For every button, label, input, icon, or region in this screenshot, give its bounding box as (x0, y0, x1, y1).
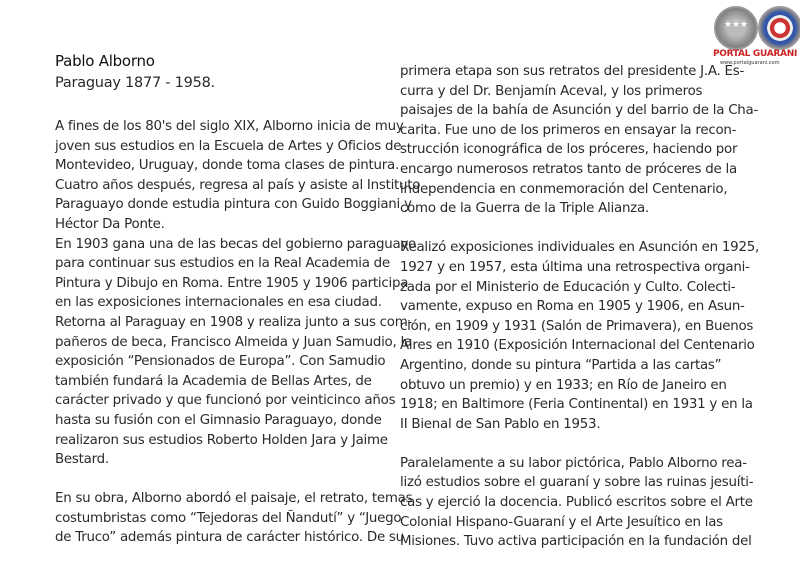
text-line: también fundará la Academia de Bellas Artes, de (55, 373, 372, 389)
artist-name: Pablo Alborno (55, 52, 155, 70)
text-line: pañeros de beca, Francisco Almeida y Juan Samudio, la (55, 334, 412, 350)
left-paragraphs (55, 117, 421, 548)
paragraph (55, 235, 417, 470)
text-line: Misiones. Tuvo activa participación en la fundación del (400, 534, 752, 550)
text-line: Realizó exposiciones individuales en Asunción en 1925, (400, 240, 759, 256)
text-line: lizó estudios sobre el guaraní y sobre las ruinas jesuíti- (400, 475, 754, 491)
portal-guarani-logo (712, 2, 798, 66)
text-line: para continuar sus estudios en la Real Academia de (55, 256, 390, 272)
text-line: vamente, expuso en Roma en 1905 y 1906, en Asun- (400, 299, 745, 315)
text-line: Pintura y Dibujo en Roma. Entre 1905 y 1906 participa (55, 275, 409, 291)
text-line: Argentino, donde su pintura “Partida a las cartas” (400, 357, 722, 373)
left-column (55, 50, 421, 548)
seal-stars-icon: ★★★ (714, 6, 758, 50)
text-line: Paralelamente a su labor pictórica, Pablo Alborno rea- (400, 455, 747, 471)
text-line: exposición “Pensionados de Europa”. Con Samudio (55, 354, 386, 370)
text-line: encargo numerosos retratos tanto de próceres de la (400, 161, 737, 177)
paragraph (400, 454, 760, 552)
text-line: A fines de los 80's del siglo XIX, Alborno inicia de muy (55, 119, 404, 134)
paragraph (400, 238, 760, 434)
text-line: Montevideo, Uruguay, donde toma clases de pintura. (55, 158, 399, 174)
text-line: curra y del Dr. Benjamín Aceval, y los primeros (400, 83, 703, 99)
text-line: 1927 y en 1957, esta última una retrospectiva organi- (400, 259, 750, 275)
text-line: Cuatro años después, regresa al país y asiste al Instituto (55, 177, 421, 193)
seal-flag-icon (758, 6, 800, 50)
text-line: realizaron sus estudios Roberto Holden Jara y Jaime (55, 432, 388, 448)
text-line: Retorna al Paraguay en 1908 y realiza junto a sus com- (55, 314, 413, 330)
text-line: En 1903 gana una de las becas del gobierno paraguayo (55, 236, 417, 252)
text-line: carácter privado y que funcionó por veinticinco años (55, 393, 396, 409)
text-line: en las exposiciones internacionales en esa ciudad. (55, 295, 382, 311)
text-line: costumbristas como “Tejedoras del Ñandutí” y “Juego (55, 510, 402, 526)
text-line: primera etapa son sus retratos del presidente J.A. Es- (400, 64, 745, 79)
text-line: joven sus estudios en la Escuela de Artes y Oficios de (55, 138, 402, 154)
paragraph (400, 62, 760, 219)
text-line: Aires en 1910 (Exposición Internacional del Centenario (400, 338, 755, 354)
text-line: En su obra, Alborno abordó el paisaje, el retrato, temas (55, 491, 413, 507)
text-line: Héctor Da Ponte. (55, 216, 165, 232)
text-line: 1918; en Baltimore (Feria Continental) en 1931 y en la (400, 397, 753, 413)
text-line: II Bienal de San Pablo en 1953. (400, 416, 601, 432)
text-line: Paraguayo donde estudia pintura con Guido Boggiani y (55, 197, 412, 213)
right-column (400, 62, 760, 552)
text-line: cas y ejerció la docencia. Publicó escritos sobre el Arte (400, 495, 753, 511)
text-line: strucción iconográfica de los próceres, haciendo por (400, 142, 738, 158)
logo-brand: PORTAL GUARANI (712, 49, 797, 59)
text-line: hasta su fusión con el Gimnasio Paraguayo, donde (55, 412, 382, 428)
text-line: independencia en conmemoración del Centenario, (400, 181, 728, 197)
logo-url: www.portalguarani.com (720, 60, 780, 66)
text-line: de Truco” además pintura de carácter histórico. De su (55, 530, 404, 546)
text-line: ción, en 1909 y 1931 (Salón de Primavera), en Buenos (400, 318, 754, 334)
text-line: como de la Guerra de la Triple Alianza. (400, 201, 649, 217)
paragraph (55, 117, 421, 235)
text-line: carita. Fue uno de los primeros en ensayar la recon- (400, 122, 737, 138)
text-line: Bestard. (55, 452, 109, 468)
text-line: Colonial Hispano-Guaraní y el Arte Jesuítico en las (400, 514, 723, 530)
text-line: zada por el Ministerio de Educación y Culto. Colecti- (400, 279, 736, 295)
artist-dates: Paraguay 1877 - 1958. (55, 75, 215, 91)
paragraph (55, 489, 413, 548)
text-line: paisajes de la bahía de Asunción y del barrio de la Cha- (400, 103, 759, 119)
right-paragraphs (400, 62, 760, 552)
text-line: obtuvo un premio) y en 1933; en Río de Janeiro en (400, 377, 727, 393)
